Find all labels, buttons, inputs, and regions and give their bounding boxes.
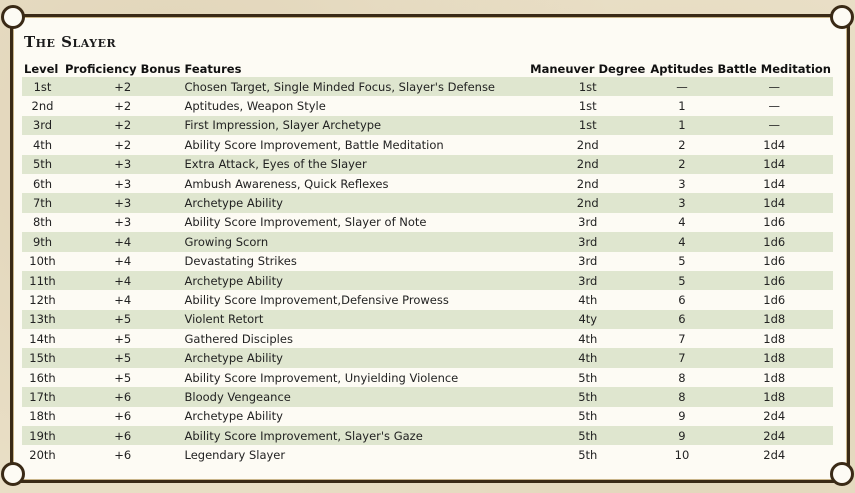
cell-level: 9th [22, 232, 63, 251]
table-row [22, 174, 833, 193]
cell-features: Ambush Awareness, Quick Reflexes [184, 176, 389, 191]
cell-aptitudes: 9 [648, 426, 715, 445]
cell-features: Ability Score Improvement,Defensive Prowess [184, 292, 449, 307]
cell-features: Growing Scorn [182, 232, 527, 251]
cell-proficiency-bonus: +6 [114, 448, 132, 463]
cell-aptitudes: 4 [678, 215, 686, 230]
cell-proficiency-bonus: +6 [63, 387, 182, 406]
cell-maneuver-degree: 5th [578, 370, 598, 385]
frame-corner-ornament [1, 5, 25, 29]
table-header-row [22, 60, 833, 77]
cell-features: Devastating Strikes [184, 254, 297, 269]
cell-maneuver-degree: 3rd [578, 215, 598, 230]
cell-battle-meditation: 2d4 [763, 409, 786, 424]
table-row [22, 368, 833, 387]
cell-level: 4th [32, 137, 53, 152]
frame-corner-ornament [830, 5, 854, 29]
cell-level: 10th [29, 254, 56, 269]
table-row [22, 96, 833, 115]
cell-aptitudes: 3 [648, 193, 715, 212]
table-row [22, 252, 833, 271]
cell-aptitudes: 4 [648, 232, 715, 251]
header-aptitudes: Aptitudes [650, 61, 714, 76]
table-row [22, 426, 833, 445]
cell-maneuver-degree: 4th [578, 292, 598, 307]
cell-proficiency-bonus: +4 [63, 271, 182, 290]
cell-proficiency-bonus: +3 [114, 176, 132, 191]
cell-maneuver-degree: 3rd [527, 232, 648, 251]
cell-level: 11th [22, 271, 63, 290]
cell-level: 16th [29, 370, 56, 385]
cell-level: 18th [29, 409, 56, 424]
cell-battle-meditation: 1d8 [763, 370, 786, 385]
cell-features: Ability Score Improvement, Battle Meditation [184, 137, 444, 152]
cell-level: 6th [32, 176, 53, 191]
cell-features: Ability Score Improvement, Slayer of Note [184, 215, 427, 230]
cell-features: Archetype Ability [182, 193, 527, 212]
header-features: Features [184, 61, 242, 76]
cell-maneuver-degree: 5th [578, 448, 598, 463]
cell-aptitudes: 3 [678, 176, 686, 191]
cell-battle-meditation: — [768, 99, 780, 114]
cell-proficiency-bonus: +4 [114, 254, 132, 269]
cell-aptitudes: 9 [678, 409, 686, 424]
cell-features: Archetype Ability [182, 271, 527, 290]
cell-battle-meditation: 1d6 [763, 254, 786, 269]
header-battle-meditation: Battle Meditation [717, 61, 831, 76]
cell-aptitudes: — [648, 77, 715, 96]
cell-battle-meditation: — [716, 77, 833, 96]
cell-proficiency-bonus: +3 [114, 215, 132, 230]
cell-battle-meditation: 1d4 [716, 193, 833, 212]
cell-level: 20th [29, 448, 56, 463]
cell-maneuver-degree: 2nd [576, 137, 599, 152]
cell-aptitudes: 8 [648, 387, 715, 406]
table-row [22, 77, 833, 96]
cell-battle-meditation: 1d4 [763, 176, 786, 191]
cell-features: Chosen Target, Single Minded Focus, Slayer's Defense [182, 77, 527, 96]
cell-proficiency-bonus: +3 [63, 193, 182, 212]
frame-corner-ornament [830, 462, 854, 486]
cell-features: Ability Score Improvement, Unyielding Violence [184, 370, 459, 385]
table-row [22, 193, 833, 212]
cell-proficiency-bonus: +2 [114, 137, 132, 152]
cell-maneuver-degree: 1st [527, 77, 648, 96]
cell-battle-meditation: 1d4 [716, 155, 833, 174]
table-row [22, 310, 833, 329]
cell-maneuver-degree: 3rd [578, 254, 598, 269]
table-row [22, 213, 833, 232]
table-title: The Slayer [24, 33, 117, 51]
table-row [22, 387, 833, 406]
cell-features: Archetype Ability [184, 409, 283, 424]
cell-maneuver-degree: 5th [527, 426, 648, 445]
cell-battle-meditation: 1d8 [716, 348, 833, 367]
cell-proficiency-bonus: +6 [63, 426, 182, 445]
cell-maneuver-degree: 2nd [527, 193, 648, 212]
cell-features: Bloody Vengeance [182, 387, 527, 406]
header-level: Level [24, 61, 59, 76]
cell-aptitudes: 7 [648, 348, 715, 367]
cell-aptitudes: 6 [678, 292, 686, 307]
cell-proficiency-bonus: +2 [63, 77, 182, 96]
cell-aptitudes: 7 [678, 331, 686, 346]
cell-proficiency-bonus: +4 [114, 292, 132, 307]
cell-proficiency-bonus: +5 [63, 348, 182, 367]
cell-features: Legendary Slayer [184, 448, 286, 463]
cell-level: 13th [22, 310, 63, 329]
cell-maneuver-degree: 2nd [576, 176, 599, 191]
cell-battle-meditation: 1d8 [716, 310, 833, 329]
cell-proficiency-bonus: +4 [63, 232, 182, 251]
cell-level: 17th [22, 387, 63, 406]
cell-level: 3rd [22, 116, 63, 135]
cell-battle-meditation: 2d4 [763, 448, 786, 463]
cell-aptitudes: 1 [678, 99, 686, 114]
cell-maneuver-degree: 4th [527, 348, 648, 367]
cell-battle-meditation: 1d6 [716, 271, 833, 290]
cell-aptitudes: 2 [648, 155, 715, 174]
cell-proficiency-bonus: +2 [114, 99, 132, 114]
cell-level: 2nd [31, 99, 54, 114]
cell-features: Violent Retort [182, 310, 527, 329]
table-row [22, 116, 833, 135]
cell-features: Gathered Disciples [184, 331, 293, 346]
cell-battle-meditation: 1d6 [763, 215, 786, 230]
table-row [22, 155, 833, 174]
frame-corner-ornament [1, 462, 25, 486]
table-row [22, 407, 833, 426]
table-row [22, 135, 833, 154]
cell-battle-meditation: 1d8 [763, 331, 786, 346]
cell-aptitudes: 2 [678, 137, 686, 152]
cell-proficiency-bonus: +5 [114, 370, 132, 385]
cell-level: 7th [22, 193, 63, 212]
cell-level: 12th [29, 292, 56, 307]
cell-maneuver-degree: 1st [578, 99, 597, 114]
cell-aptitudes: 8 [678, 370, 686, 385]
slayer-progression-table [22, 60, 833, 465]
table-row [22, 290, 833, 309]
table-row [22, 232, 833, 251]
cell-proficiency-bonus: +5 [114, 331, 132, 346]
cell-features: Extra Attack, Eyes of the Slayer [182, 155, 527, 174]
table-row [22, 445, 833, 464]
cell-proficiency-bonus: +2 [63, 116, 182, 135]
cell-level: 14th [29, 331, 56, 346]
cell-features: Aptitudes, Weapon Style [184, 99, 326, 114]
cell-level: 8th [32, 215, 53, 230]
cell-level: 5th [22, 155, 63, 174]
cell-features: Ability Score Improvement, Slayer's Gaze [182, 426, 527, 445]
cell-battle-meditation: 1d8 [716, 387, 833, 406]
cell-maneuver-degree: 4ty [527, 310, 648, 329]
cell-proficiency-bonus: +5 [63, 310, 182, 329]
table-row [22, 329, 833, 348]
header-proficiency-bonus: Proficiency Bonus [65, 61, 181, 76]
cell-aptitudes: 10 [674, 448, 690, 463]
cell-maneuver-degree: 4th [578, 331, 598, 346]
cell-maneuver-degree: 5th [527, 387, 648, 406]
cell-aptitudes: 5 [678, 254, 686, 269]
cell-aptitudes: 6 [648, 310, 715, 329]
cell-battle-meditation: 1d6 [763, 292, 786, 307]
cell-aptitudes: 1 [648, 116, 715, 135]
cell-maneuver-degree: 3rd [527, 271, 648, 290]
cell-aptitudes: 5 [648, 271, 715, 290]
table-row [22, 348, 833, 367]
cell-features: Archetype Ability [182, 348, 527, 367]
cell-proficiency-bonus: +6 [114, 409, 132, 424]
cell-maneuver-degree: 1st [527, 116, 648, 135]
cell-battle-meditation: 2d4 [716, 426, 833, 445]
cell-level: 15th [22, 348, 63, 367]
cell-battle-meditation: 1d6 [716, 232, 833, 251]
cell-level: 1st [22, 77, 63, 96]
cell-proficiency-bonus: +3 [63, 155, 182, 174]
cell-level: 19th [22, 426, 63, 445]
table-row [22, 271, 833, 290]
cell-battle-meditation: 1d4 [763, 137, 786, 152]
cell-maneuver-degree: 2nd [527, 155, 648, 174]
cell-battle-meditation: — [716, 116, 833, 135]
cell-features: First Impression, Slayer Archetype [182, 116, 527, 135]
cell-maneuver-degree: 5th [578, 409, 598, 424]
header-maneuver-degree: Maneuver Degree [530, 61, 646, 76]
